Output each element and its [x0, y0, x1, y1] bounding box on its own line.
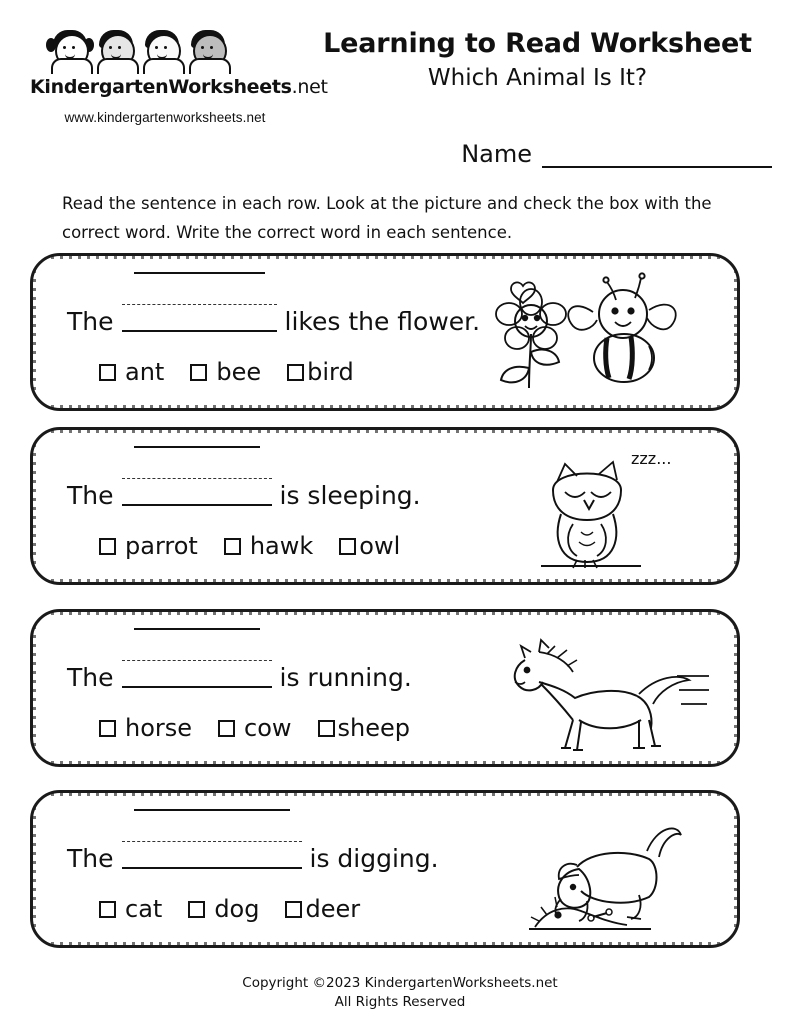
choice-2-2-label: hawk — [249, 532, 314, 560]
choice-1-2-label: bee — [216, 358, 262, 386]
name-input-line[interactable] — [542, 144, 772, 168]
choice-2-3[interactable] — [339, 532, 400, 560]
checkbox-icon[interactable] — [318, 720, 335, 737]
choice-1-3-label: bird — [307, 358, 354, 386]
sentence-4 — [67, 837, 439, 873]
choice-1-1[interactable] — [99, 358, 164, 386]
choice-1-2[interactable] — [190, 358, 261, 386]
sentence-3-after: is running. — [279, 663, 412, 692]
sentence-2-before: The — [67, 481, 114, 510]
exercise-row-2 — [30, 427, 740, 585]
picture-digging-dog — [481, 805, 711, 939]
sentence-3-blank[interactable] — [122, 656, 272, 686]
choice-3-3[interactable] — [318, 714, 410, 742]
choices-1 — [99, 358, 354, 386]
checkbox-icon[interactable] — [188, 901, 205, 918]
checkbox-icon[interactable] — [99, 364, 116, 381]
choice-1-3[interactable] — [287, 358, 354, 386]
owl-zzz-text: zzz... — [631, 449, 672, 468]
footer-copyright: Copyright ©2023 KindergartenWorksheets.net — [242, 974, 558, 991]
sentence-2 — [67, 474, 421, 510]
choice-3-1[interactable] — [99, 714, 192, 742]
exercise-row-3 — [30, 609, 740, 767]
checkbox-icon[interactable] — [99, 901, 116, 918]
checkbox-icon[interactable] — [99, 538, 116, 555]
site-logo[interactable] — [30, 26, 328, 125]
logo-wordmark — [30, 76, 328, 98]
footer — [0, 974, 800, 1013]
kid-4-icon — [186, 28, 230, 74]
choice-1-1-label: ant — [125, 358, 165, 386]
page-subtitle: Which Animal Is It? — [427, 65, 648, 91]
checkbox-icon[interactable] — [99, 720, 116, 737]
choice-2-3-label: owl — [359, 532, 401, 560]
logo-word-net: .net — [291, 76, 328, 98]
choice-3-2-label: cow — [244, 714, 292, 742]
instructions-text: Read the sentence in each row. Look at the picture and check the box with the correct word. Write the correct word in each sentence. — [62, 194, 712, 242]
kid-1-icon — [48, 28, 92, 74]
choice-4-1[interactable] — [99, 895, 162, 923]
sentence-4-blank[interactable] — [122, 837, 302, 867]
name-label: Name — [461, 140, 532, 168]
site-url[interactable]: www.kindergartenworksheets.net — [64, 110, 266, 125]
sentence-2-after: is sleeping. — [279, 481, 421, 510]
page-title: Learning to Read Worksheet — [323, 28, 752, 59]
checkbox-icon[interactable] — [218, 720, 235, 737]
checkbox-icon[interactable] — [287, 364, 304, 381]
checkbox-icon[interactable] — [339, 538, 356, 555]
choice-4-3-label: deer — [305, 895, 361, 923]
sentence-1-before: The — [67, 307, 114, 336]
choice-4-3[interactable] — [285, 895, 360, 923]
choices-4 — [99, 895, 360, 923]
kid-2-icon — [94, 28, 138, 74]
logo-word-kindergarten: Kindergarten — [30, 76, 169, 98]
sentence-4-after: is digging. — [309, 844, 439, 873]
kid-3-icon — [140, 28, 184, 74]
logo-word-worksheets: Worksheets — [168, 76, 292, 98]
name-field-row — [461, 140, 772, 168]
picture-running-horse — [481, 624, 711, 758]
choice-3-3-label: sheep — [337, 714, 411, 742]
choice-2-1-label: parrot — [125, 532, 198, 560]
exercise-row-4 — [30, 790, 740, 948]
choice-3-2[interactable] — [218, 714, 292, 742]
kids-illustration-icon — [48, 26, 278, 74]
picture-sleeping-owl — [481, 442, 711, 576]
choice-2-2[interactable] — [224, 532, 313, 560]
checkbox-icon[interactable] — [285, 901, 302, 918]
sentence-1-after: likes the flower. — [284, 307, 481, 336]
choice-3-1-label: horse — [125, 714, 193, 742]
choice-4-2-label: dog — [214, 895, 260, 923]
sentence-4-before: The — [67, 844, 114, 873]
sentence-2-blank[interactable] — [122, 474, 272, 504]
sentence-3-before: The — [67, 663, 114, 692]
footer-rights: All Rights Reserved — [334, 994, 466, 1011]
sentence-3 — [67, 656, 412, 692]
sentence-1-blank[interactable] — [122, 300, 277, 330]
sentence-1 — [67, 300, 480, 336]
checkbox-icon[interactable] — [190, 364, 207, 381]
checkbox-icon[interactable] — [224, 538, 241, 555]
title-block — [290, 28, 785, 91]
picture-bee-and-flower — [481, 268, 711, 402]
choice-4-1-label: cat — [125, 895, 163, 923]
choices-2 — [99, 532, 400, 560]
choice-2-1[interactable] — [99, 532, 198, 560]
exercise-row-1 — [30, 253, 740, 411]
choice-4-2[interactable] — [188, 895, 259, 923]
choices-3 — [99, 714, 410, 742]
